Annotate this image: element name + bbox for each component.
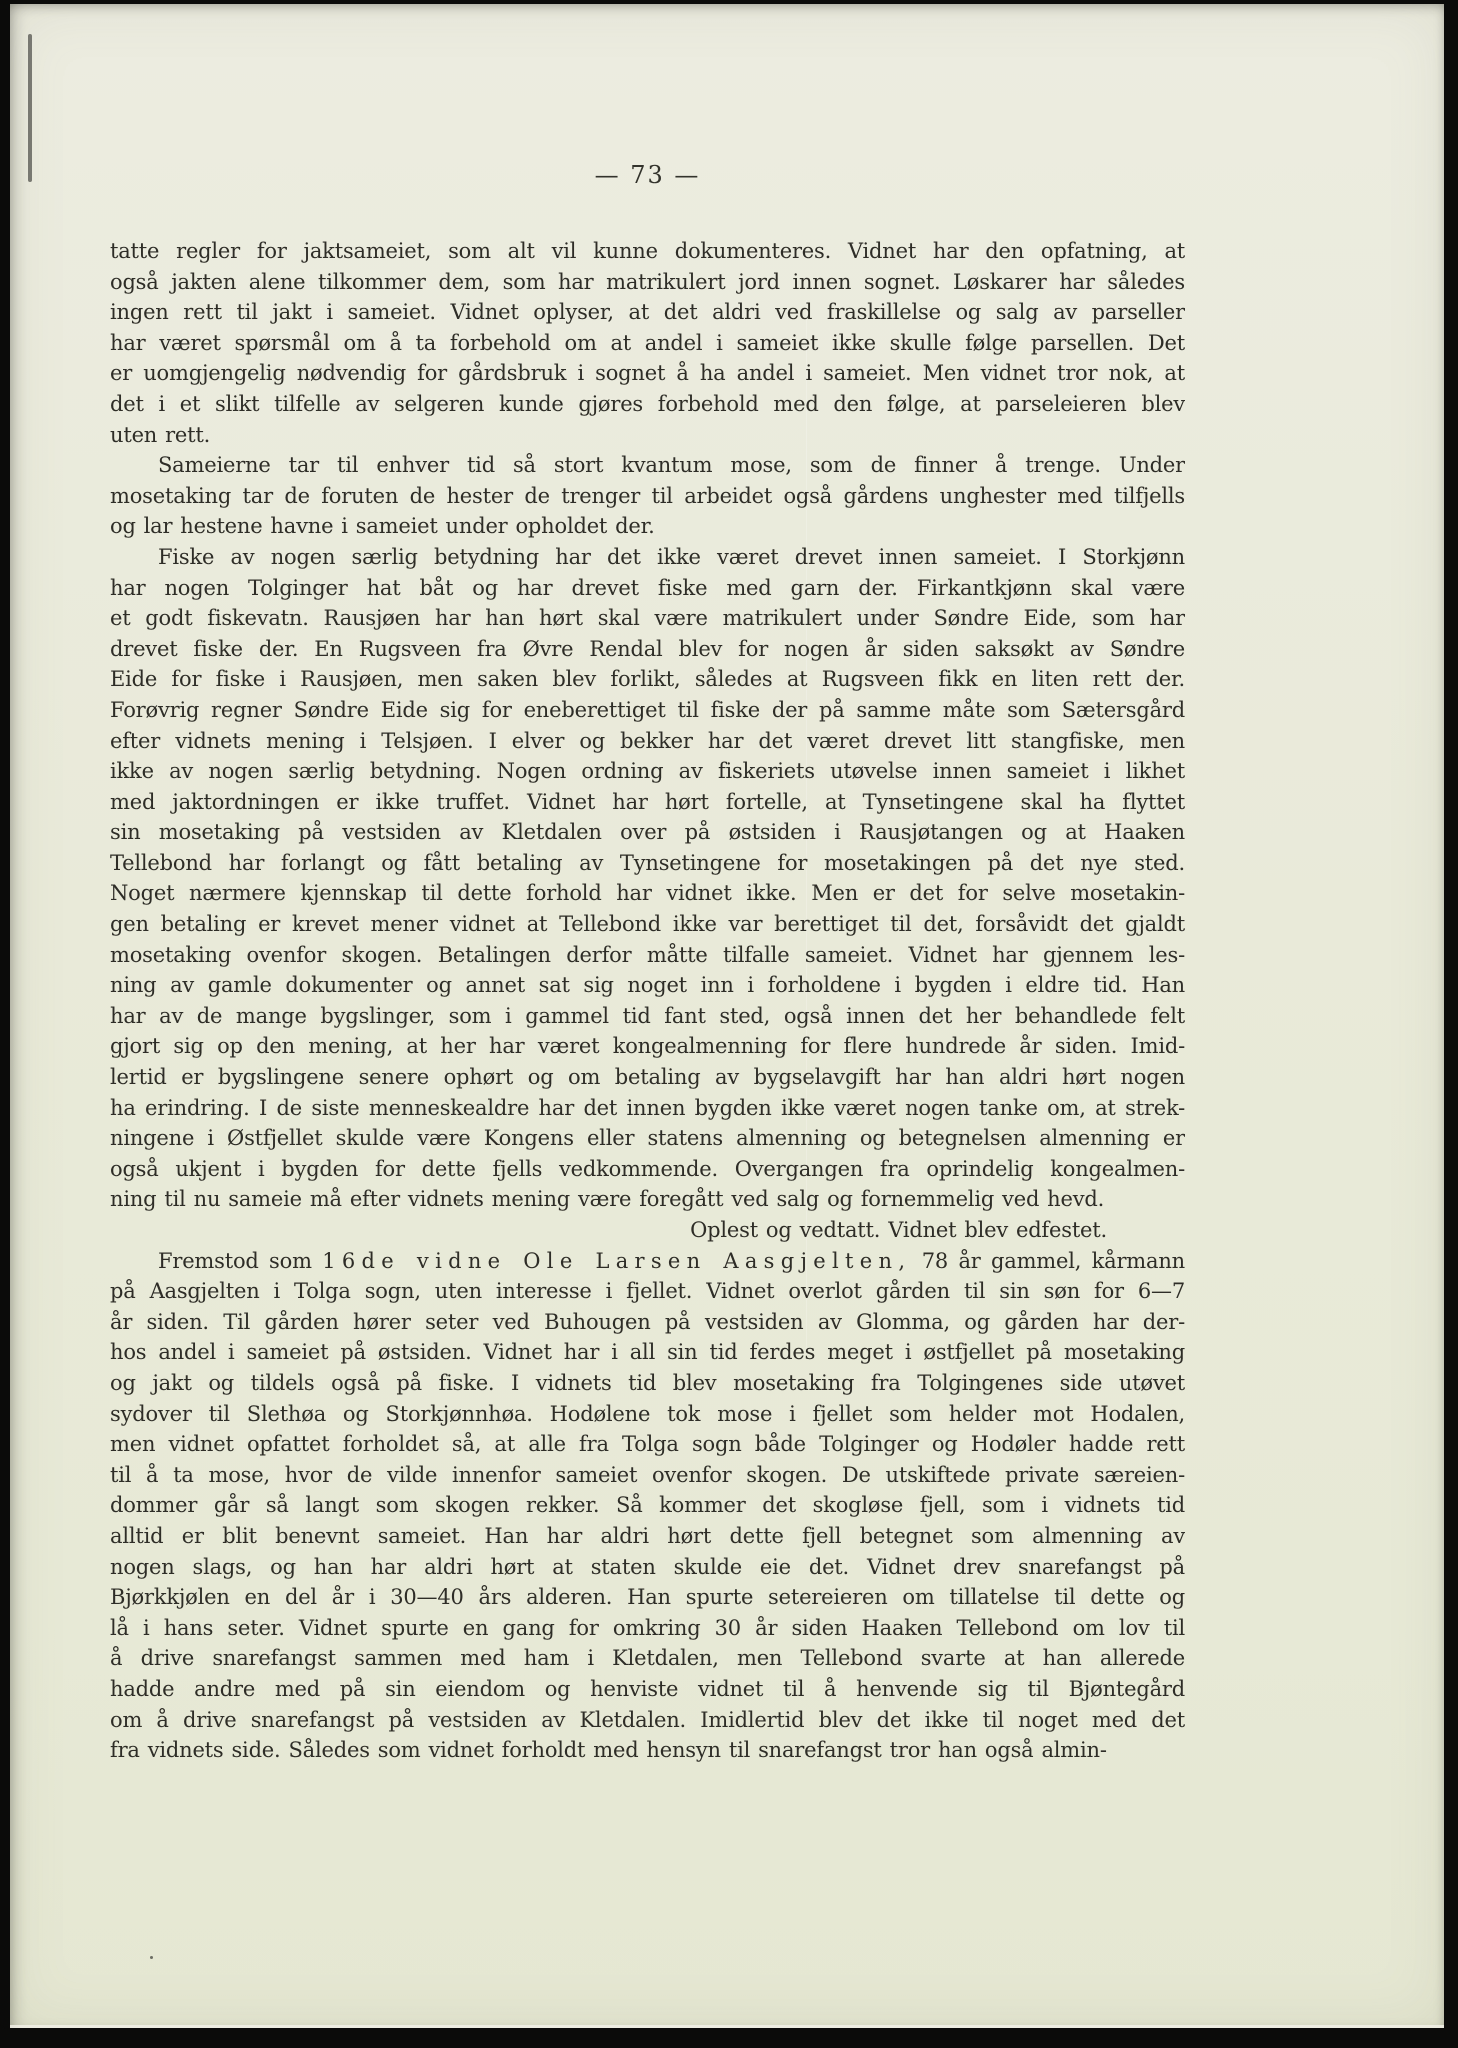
text-line: mosetaking ovenfor skogen. Betalingen derfor måtte tilfalle sameiet. Vidnet har gjennem les- — [110, 942, 1185, 967]
text-line: lå i hans seter. Vidnet spurte en gang for omkring 30 år siden Haaken Tellebond om lov til — [110, 1615, 1185, 1640]
text-line: alltid er blit benevnt sameiet. Han har aldri hørt dette fjell betegnet som almenning av — [110, 1523, 1185, 1548]
text-line: ingen rett til jakt i sameiet. Vidnet oplyser, at det aldri ved fraskillelse og salg av parseller — [110, 300, 1185, 325]
text-line: også ukjent i bygden for dette fjells vedkommende. Overgangen fra oprindelig kongealmen- — [110, 1156, 1185, 1181]
text-line: drevet fiske der. En Rugsveen fra Øvre Rendal blev for nogen år siden saksøkt av Søndre — [110, 636, 1185, 661]
text-line: dommer går så langt som skogen rekker. Så kommer det skogløse fjell, som i vidnets tid — [110, 1493, 1185, 1518]
text-line: ha erindring. I de siste menneskealdre har det innen bygden ikke været nogen tanke om, at strek- — [110, 1095, 1185, 1120]
text-line: å drive snarefangst sammen med ham i Kletdalen, men Tellebond svarte at han allerede — [110, 1646, 1185, 1671]
body-text — [110, 236, 1185, 1766]
paragraph — [110, 542, 1185, 1215]
text-line: ikke av nogen særlig betydning. Nogen ordning av fiskeriets utøvelse innen sameiet i likhet — [110, 759, 1185, 784]
text-run: 78 år gammel, kårmann — [911, 1248, 1185, 1273]
text-line: ningene i Østfjellet skulde være Kongens eller statens almenning og betegnelsen almenning er — [110, 1126, 1185, 1151]
paragraph — [110, 1246, 1185, 1766]
text-line: hos andel i sameiet på østsiden. Vidnet har i all sin tid ferdes meget i østfjellet på mosetaking — [110, 1340, 1185, 1365]
text-line: Fiske av nogen særlig betydning har det ikke været drevet innen sameiet. I Storkjønn — [158, 544, 1185, 569]
text-line: har været spørsmål om å ta forbehold om at andel i sameiet ikke skulle følge parsellen. Det — [110, 330, 1185, 355]
text-run: Fremstod som — [158, 1248, 323, 1273]
text-line: Eide for fiske i Rausjøen, men saken blev forlikt, således at Rugsveen fikk en liten rett der. — [110, 667, 1185, 692]
text-line: tatte regler for jaktsameiet, som alt vil kunne dokumenteres. Vidnet har den opfatning, at — [110, 239, 1185, 263]
text-line: nogen slags, og han har aldri hørt at staten skulde eie det. Vidnet drev snarefangst på — [110, 1554, 1185, 1579]
text-line: uten rett. — [110, 422, 211, 447]
text-line: Oplest og vedtatt. Vidnet blev edfestet. — [690, 1218, 1107, 1242]
text-line: sin mosetaking på vestsiden av Kletdalen over på østsiden i Rausjøtangen og at Haaken — [110, 820, 1185, 845]
text-line: med jaktordningen er ikke truffet. Vidnet har hørt fortelle, at Tynsetingene skal ha flyttet — [110, 789, 1185, 814]
paragraph — [110, 450, 1185, 542]
text-line: Forøvrig regner Søndre Eide sig for eneberettiget til fiske der på samme måte som Sætersgård — [110, 697, 1185, 722]
closing-line — [110, 1215, 1185, 1246]
text-line: år siden. Til gården hører seter ved Buhougen på vestsiden av Glomma, og gården har der- — [110, 1309, 1185, 1334]
scan-artifact — [28, 34, 32, 182]
text-line: men vidnet opfattet forholdet så, at alle fra Tolga sogn både Tolginger og Hodøler hadde rett — [110, 1432, 1185, 1457]
text-line: efter vidnets mening i Telsjøen. I elver og bekker har det været drevet litt stangfiske, men — [110, 728, 1185, 753]
text-line: ning av gamle dokumenter og annet sat sig noget inn i forholdene i bygden i eldre tid. Han — [110, 973, 1185, 998]
text-line — [110, 1246, 1185, 1277]
scan-artifact — [150, 1956, 153, 1959]
text-line: også jakten alene tilkommer dem, som har matrikulert jord innen sognet. Løskarer har således — [110, 269, 1185, 294]
text-line: ning til nu sameie må efter vidnets mening være foregått ved salg og fornemmelig ved hevd. — [110, 1187, 1105, 1212]
text-line: hadde andre med på sin eiendom og henviste vidnet til å henvende sig til Bjøntegård — [110, 1676, 1185, 1701]
text-line: har av de mange bygslinger, som i gammel tid fant sted, også innen det her behandlede felt — [110, 1003, 1185, 1028]
page-number: — 73 — — [594, 161, 701, 189]
text-line: det i et slikt tilfelle av selgeren kunde gjøres forbehold med den følge, at parseleieren blev — [110, 391, 1185, 416]
text-line: sydover til Slethøa og Storkjønnhøa. Hodølene tok mose i fjellet som helder mot Hodalen, — [110, 1401, 1185, 1426]
text-line: et godt fiskevatn. Rausjøen har han hørt skal være matrikulert under Søndre Eide, som har — [110, 606, 1185, 631]
text-line: mosetaking tar de foruten de hester de trenger til arbeidet også gårdens unghester med tilfjells — [110, 483, 1185, 508]
text-line: fra vidnets side. Således som vidnet forholdt med hensyn til snarefangst tror han også almin- — [110, 1738, 1107, 1763]
text-line: gjort sig op den mening, at her har været kongealmenning for flere hundrede år siden. Imid- — [110, 1034, 1185, 1059]
text-line: og lar hestene havne i sameiet under opholdet der. — [110, 514, 655, 539]
text-line: lertid er bygslingene senere ophørt og om betaling av bygselavgift har han aldri hørt nogen — [110, 1065, 1185, 1090]
text-line: Noget nærmere kjennskap til dette forhold har vidnet ikke. Men er det for selve mosetakin- — [110, 881, 1185, 906]
text-line: Tellebond har forlangt og fått betaling av Tynsetingene for mosetakingen på det nye sted. — [110, 850, 1185, 875]
text-line: om å drive snarefangst på vestsiden av Kletdalen. Imidlertid blev det ikke til noget med det — [110, 1707, 1185, 1732]
text-line: på Aasgjelten i Tolga sogn, uten interesse i fjellet. Vidnet overlot gården til sin søn for 6—7 — [110, 1279, 1185, 1304]
paragraph — [110, 236, 1185, 450]
text-line: og jakt og tildels også på fiske. I vidnets tid blev mosetaking fra Tolgingenes side utøvet — [110, 1370, 1185, 1395]
text-line: gen betaling er krevet mener vidnet at Tellebond ikke var berettiget til det, forsåvidt det gjaldt — [110, 912, 1185, 937]
text-line: Bjørkkjølen en del år i 30—40 års alderen. Han spurte setereieren om tillatelse til dette og — [110, 1585, 1185, 1610]
text-line: er uomgjengelig nødvendig for gårdsbruk i sognet å ha andel i sameiet. Men vidnet tror nok, at — [110, 361, 1185, 386]
text-line: har nogen Tolginger hat båt og har drevet fiske med garn der. Firkantkjønn skal være — [110, 575, 1185, 600]
witness-name-spaced: 16de vidne Ole Larsen Aasgjelten, — [322, 1248, 912, 1273]
text-line: Sameierne tar til enhver tid så stort kvantum mose, som de finner å trenge. Under — [158, 453, 1185, 478]
text-line: til å ta mose, hvor de vilde innenfor sameiet ovenfor skogen. De utskiftede private særeien- — [110, 1462, 1185, 1487]
